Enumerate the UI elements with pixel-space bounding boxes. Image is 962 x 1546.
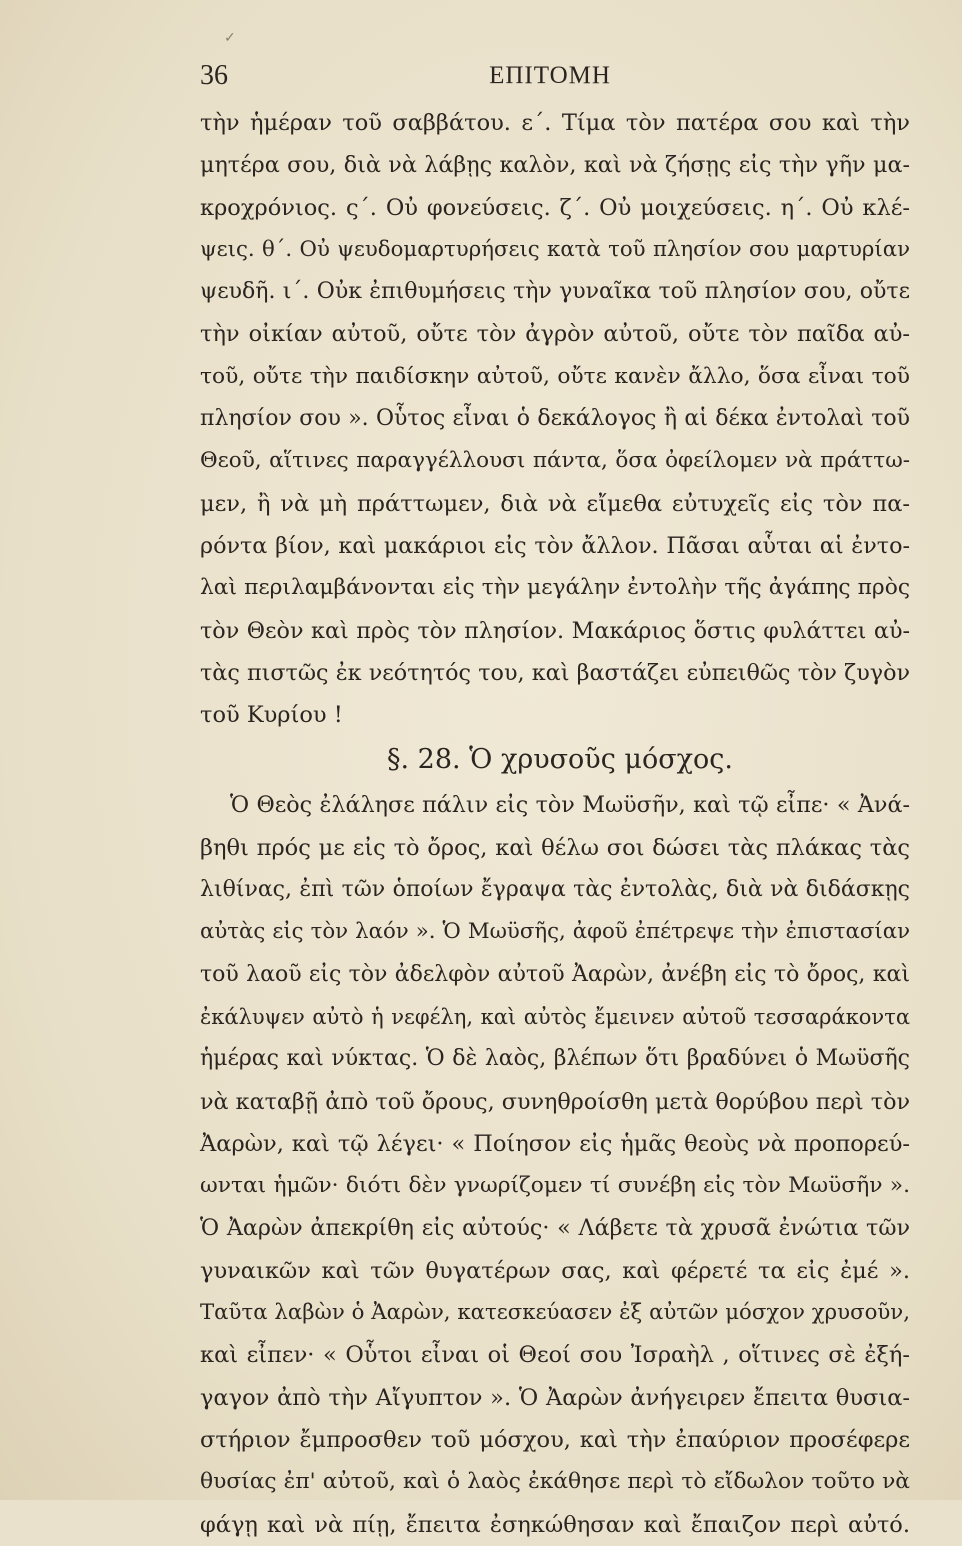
text-line: γαγον ἀπὸ τὴν Αἴγυπτον ». Ὁ Ἀαρὼν ἀνήγειρεν ἔπειτα θυσια- xyxy=(200,1384,910,1411)
text-line: Ὁ Θεὸς ἐλάλησε πάλιν εἰς τὸν Μωϋσῆν, καὶ τῷ εἶπε· « Ἀνά- xyxy=(230,792,910,819)
text-line: ψευδῆ. ι΄. Οὐκ ἐπιθυμήσεις τὴν γυναῖκα τοῦ πλησίον σου, οὔτε xyxy=(200,279,910,305)
text-line: ψεις. θ΄. Οὐ ψευδομαρτυρήσεις κατὰ τοῦ πλησίον σου μαρτυρίαν xyxy=(200,236,910,262)
text-line: αὐτὰς εἰς τὸν λαόν ». Ὁ Μωϋσῆς, ἀφοῦ ἐπέτρεψε τὴν ἐπιστασίαν xyxy=(200,919,910,945)
text-line: ἐκάλυψεν αὐτὸ ἡ νεφέλη, καὶ αὐτὸς ἔμεινεν αὐτοῦ τεσσαράκοντα xyxy=(200,1004,910,1029)
text-line: τοῦ λαοῦ εἰς τὸν ἀδελφὸν αὐτοῦ Ἀαρὼν, ἀνέβη εἰς τὸ ὄρος, καὶ xyxy=(200,961,910,987)
body-text xyxy=(200,102,910,1546)
text-line: βηθι πρός με εἰς τὸ ὄρος, καὶ θέλω σοι δώσει τὰς πλάκας τὰς xyxy=(200,834,910,861)
text-line: Θεοῦ, αἵτινες παραγγέλλουσι πάντα, ὅσα ὀφείλομεν νὰ πράττω- xyxy=(200,448,910,474)
text-line: ἡμέρας καὶ νύκτας. Ὁ δὲ λαὸς, βλέπων ὅτι βραδύνει ὁ Μωϋσῆς xyxy=(200,1046,910,1072)
page-header xyxy=(200,60,900,100)
text-line: καὶ εἶπεν· « Οὗτοι εἶναι οἱ Θεοί σου Ἰσραὴλ , οἵτινες σὲ ἐξή- xyxy=(200,1342,910,1369)
text-line: μεν, ἢ νὰ μὴ πράττωμεν, διὰ νὰ εἴμεθα εὐτυχεῖς εἰς τὸν πα- xyxy=(200,490,910,517)
text-line: φάγῃ καὶ νὰ πίῃ, ἔπειτα ἐσηκώθησαν καὶ ἔπαιζον περὶ αὐτό. xyxy=(200,1511,910,1538)
text-line: τὴν οἰκίαν αὐτοῦ, οὔτε τὸν ἀγρὸν αὐτοῦ, οὔτε τὸν παῖδα αὐ- xyxy=(200,321,910,348)
text-line: γυναικῶν καὶ τῶν θυγατέρων σας, καὶ φέρετέ τα εἰς ἐμέ ». xyxy=(200,1257,910,1284)
text-line: λαὶ περιλαμβάνονται εἰς τὴν μεγάλην ἐντολὴν τῆς ἀγάπης πρὸς xyxy=(200,575,910,601)
text-line: λιθίνας, ἐπὶ τῶν ὁποίων ἔγραψα τὰς ἐντολὰς, διὰ νὰ διδάσκῃς xyxy=(200,877,910,903)
text-line: τὴν ἡμέραν τοῦ σαββάτου. ε΄. Τίμα τὸν πατέρα σου καὶ τὴν xyxy=(200,110,910,136)
text-line: Ὁ Ἀαρὼν ἀπεκρίθη εἰς αὐτούς· « Λάβετε τὰ χρυσᾶ ἐνώτια τῶν xyxy=(200,1215,910,1242)
text-line: τὸν Θεὸν καὶ πρὸς τὸν πλησίον. Μακάριος ὅστις φυλάττει αὐ- xyxy=(200,617,910,644)
running-title: ΕΠΙΤΟΜΗ xyxy=(489,62,611,89)
margin-mark: ✓ xyxy=(224,30,236,46)
text-line: Ταῦτα λαβὼν ὁ Ἀαρὼν, κατεσκεύασεν ἐξ αὐτῶν μόσχον χρυσοῦν, xyxy=(200,1300,910,1326)
section-heading: §. 28. Ὁ χρυσοῦς μόσχος. xyxy=(387,744,733,776)
page-number: 36 xyxy=(200,60,228,91)
text-line: Ἀαρὼν, καὶ τῷ λέγει· « Ποίησον εἰς ἡμᾶς θεοὺς νὰ προπορεύ- xyxy=(200,1130,910,1157)
text-line: μητέρα σου, διὰ νὰ λάβῃς καλὸν, καὶ νὰ ζήσῃς εἰς τὴν γῆν μα- xyxy=(200,152,910,179)
text-line: στήριον ἔμπροσθεν τοῦ μόσχου, καὶ τὴν ἐπαύριον προσέφερε xyxy=(200,1426,910,1453)
text-line: πλησίον σου ». Οὗτος εἶναι ὁ δεκάλογος ἢ αἱ δέκα ἐντολαὶ τοῦ xyxy=(200,406,910,432)
text-line: θυσίας ἐπ' αὐτοῦ, καὶ ὁ λαὸς ἐκάθησε περὶ τὸ εἴδωλον τοῦτο νὰ xyxy=(200,1469,910,1495)
text-line: τοῦ, οὔτε τὴν παιδίσκην αὐτοῦ, οὔτε κανὲν ἄλλο, ὅσα εἶναι τοῦ xyxy=(200,363,910,389)
paragraph-2 xyxy=(200,784,910,1545)
text-line: ωνται ἡμῶν· διότι δὲν γνωρίζομεν τί συνέβη εἰς τὸν Μωϋσῆν ». xyxy=(200,1173,910,1199)
text-line: τοῦ Κυρίου ! xyxy=(200,702,343,729)
text-line: κροχρόνιος. ς΄. Οὐ φονεύσεις. ζ΄. Οὐ μοιχεύσεις. η΄. Οὐ κλέ- xyxy=(200,194,910,221)
text-line: νὰ καταβῇ ἀπὸ τοῦ ὄρους, συνηθροίσθη μετὰ θορύβου περὶ τὸν xyxy=(200,1088,910,1115)
paragraph-1 xyxy=(200,102,910,736)
text-line: τὰς πιστῶς ἐκ νεότητός του, καὶ βαστάζει εὐπειθῶς τὸν ζυγὸν xyxy=(200,659,910,686)
text-line: ρόντα βίον, καὶ μακάριοι εἰς τὸν ἄλλον. Πᾶσαι αὗται αἱ ἐντο- xyxy=(200,532,910,559)
